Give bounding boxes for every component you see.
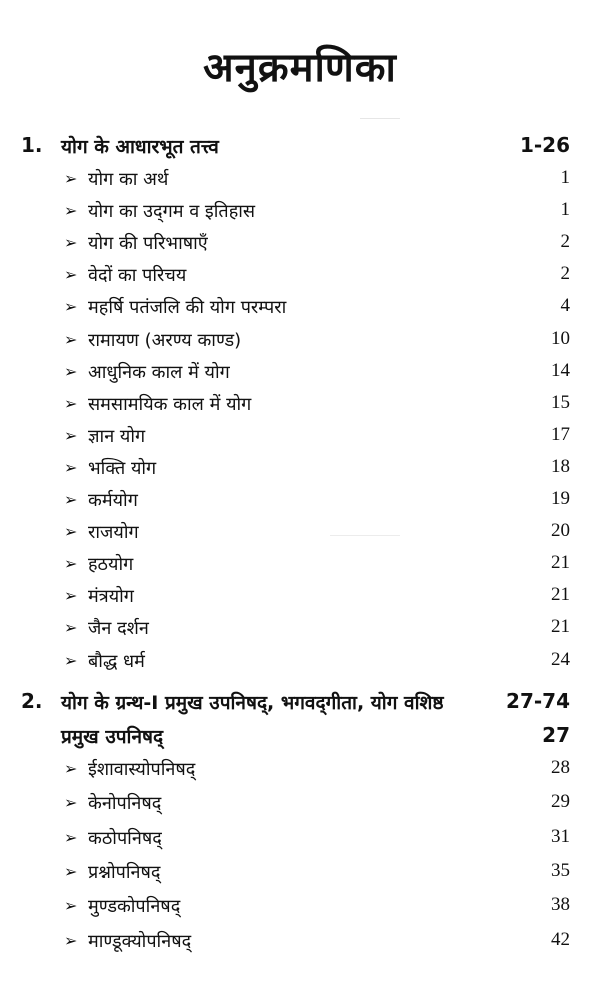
toc-entry bbox=[0, 520, 600, 548]
toc-entry bbox=[0, 552, 600, 580]
arrow-bullet-icon: ➢ bbox=[64, 490, 78, 509]
arrow-bullet-icon: ➢ bbox=[64, 930, 78, 950]
toc-entry-page: 31 bbox=[551, 825, 570, 847]
toc-entry bbox=[0, 328, 600, 356]
toc-entry-label: बौद्ध धर्म bbox=[88, 650, 145, 672]
section-page-range: 1-26 bbox=[519, 133, 570, 157]
section-title: योग के आधारभूत तत्त्व bbox=[61, 136, 219, 158]
toc-entry-label: आधुनिक काल में योग bbox=[88, 361, 230, 383]
toc-entry-page: 20 bbox=[551, 520, 570, 542]
toc-entry-page: 1 bbox=[560, 199, 570, 221]
arrow-bullet-icon: ➢ bbox=[64, 233, 78, 253]
arrow-bullet-icon: ➢ bbox=[64, 297, 78, 317]
arrow-bullet-icon: ➢ bbox=[64, 554, 78, 574]
toc-entry-label: भक्ति योग bbox=[88, 457, 157, 479]
section-heading bbox=[0, 689, 600, 719]
arrow-bullet-icon: ➢ bbox=[64, 522, 78, 542]
toc-entry-label: जैन दर्शन bbox=[88, 618, 149, 640]
arrow-bullet-icon: ➢ bbox=[64, 329, 78, 349]
toc-entry bbox=[0, 456, 600, 484]
section-number: 1. bbox=[21, 133, 43, 157]
toc-entry bbox=[0, 894, 600, 922]
toc-entry-label: योग का उद्‌गम व इतिहास bbox=[88, 201, 256, 223]
arrow-bullet-icon: ➢ bbox=[64, 201, 78, 221]
toc-entry bbox=[0, 263, 600, 291]
toc-entry-page: 42 bbox=[551, 928, 570, 950]
toc-entry-page: 1 bbox=[560, 167, 570, 188]
toc-entry-label: वेदों का परिचय bbox=[88, 265, 187, 287]
toc-entry bbox=[0, 649, 600, 677]
toc-entry-page: 24 bbox=[551, 648, 570, 670]
toc-entry-label: रामायण (अरण्य काण्ड) bbox=[88, 329, 242, 351]
section-page-range: 27-74 bbox=[506, 689, 570, 713]
toc-entry-page: 10 bbox=[551, 327, 570, 349]
subheading-title: प्रमुख उपनिषद् bbox=[61, 726, 164, 748]
toc-entry-label: कठोपनिषद् bbox=[88, 827, 162, 849]
toc-entry-page: 21 bbox=[551, 552, 570, 574]
toc-entry-label: समसामयिक काल में योग bbox=[88, 393, 252, 415]
toc-entry-label: प्रश्नोपनिषद् bbox=[88, 861, 161, 883]
toc-entry bbox=[0, 231, 600, 259]
toc-entry bbox=[0, 929, 600, 957]
section-heading bbox=[0, 133, 600, 163]
arrow-bullet-icon: ➢ bbox=[64, 861, 78, 881]
toc-entry-label: माण्डूक्योपनिषद् bbox=[88, 930, 192, 952]
arrow-bullet-icon: ➢ bbox=[64, 361, 78, 381]
page-title: अनुक्रमणिका bbox=[203, 45, 397, 91]
toc-entry bbox=[0, 757, 600, 785]
toc-entry-label: ईशावास्योपनिषद् bbox=[88, 759, 196, 780]
arrow-bullet-icon: ➢ bbox=[64, 759, 78, 778]
toc-entry-label: महर्षि पतंजलि की योग परम्परा bbox=[88, 297, 287, 319]
toc-entry-page: 28 bbox=[551, 757, 570, 778]
bleed-through-mark bbox=[330, 535, 400, 536]
toc-entry-page: 15 bbox=[551, 391, 570, 413]
toc-entry bbox=[0, 488, 600, 516]
toc-entry-label: मुण्डकोपनिषद् bbox=[88, 896, 181, 918]
toc-entry-page: 2 bbox=[560, 231, 570, 253]
toc-entry bbox=[0, 584, 600, 612]
toc-entry bbox=[0, 392, 600, 420]
toc-entry bbox=[0, 791, 600, 819]
toc-entry bbox=[0, 167, 600, 195]
toc-entry-page: 17 bbox=[551, 423, 570, 445]
toc-entry-page: 21 bbox=[551, 584, 570, 606]
toc-entry-page: 38 bbox=[551, 894, 570, 916]
toc-entry-page: 21 bbox=[551, 616, 570, 638]
subheading-page: 27 bbox=[542, 723, 570, 747]
section-title: योग के ग्रन्थ-I प्रमुख उपनिषद्, भगवद्‌गीता, योग वशिष्ठ bbox=[61, 692, 444, 714]
section-number: 2. bbox=[21, 689, 43, 713]
toc-entry-label: केनोपनिषद् bbox=[88, 793, 162, 815]
toc-entry bbox=[0, 860, 600, 888]
arrow-bullet-icon: ➢ bbox=[64, 265, 78, 285]
toc-entry bbox=[0, 424, 600, 452]
toc-entry-label: कर्मयोग bbox=[88, 490, 138, 511]
arrow-bullet-icon: ➢ bbox=[64, 586, 78, 606]
bleed-through-mark bbox=[360, 118, 400, 119]
toc-entry bbox=[0, 616, 600, 644]
arrow-bullet-icon: ➢ bbox=[64, 169, 78, 188]
toc-entry-page: 2 bbox=[560, 263, 570, 285]
toc-entry-label: योग की परिभाषाएँ bbox=[88, 233, 208, 255]
toc-entry bbox=[0, 295, 600, 323]
arrow-bullet-icon: ➢ bbox=[64, 896, 78, 916]
arrow-bullet-icon: ➢ bbox=[64, 393, 78, 413]
toc-entry-page: 29 bbox=[551, 791, 570, 813]
toc-entry-page: 18 bbox=[551, 455, 570, 477]
toc-entry-page: 4 bbox=[560, 295, 570, 317]
toc-entry bbox=[0, 360, 600, 388]
arrow-bullet-icon: ➢ bbox=[64, 618, 78, 638]
toc-entry bbox=[0, 199, 600, 227]
toc-entry bbox=[0, 826, 600, 854]
arrow-bullet-icon: ➢ bbox=[64, 650, 78, 670]
toc-entry-page: 14 bbox=[551, 359, 570, 381]
toc-entry-label: योग का अर्थ bbox=[88, 169, 169, 190]
arrow-bullet-icon: ➢ bbox=[64, 425, 78, 445]
toc-entry-page: 35 bbox=[551, 859, 570, 881]
toc-entry-label: ज्ञान योग bbox=[88, 425, 146, 447]
toc-entry-page: 19 bbox=[551, 488, 570, 509]
arrow-bullet-icon: ➢ bbox=[64, 793, 78, 813]
arrow-bullet-icon: ➢ bbox=[64, 457, 78, 477]
toc-entry-label: हठयोग bbox=[88, 554, 134, 576]
subheading bbox=[61, 723, 570, 751]
toc-entry-label: राजयोग bbox=[88, 522, 139, 544]
arrow-bullet-icon: ➢ bbox=[64, 827, 78, 847]
toc-entry-label: मंत्रयोग bbox=[88, 586, 134, 608]
